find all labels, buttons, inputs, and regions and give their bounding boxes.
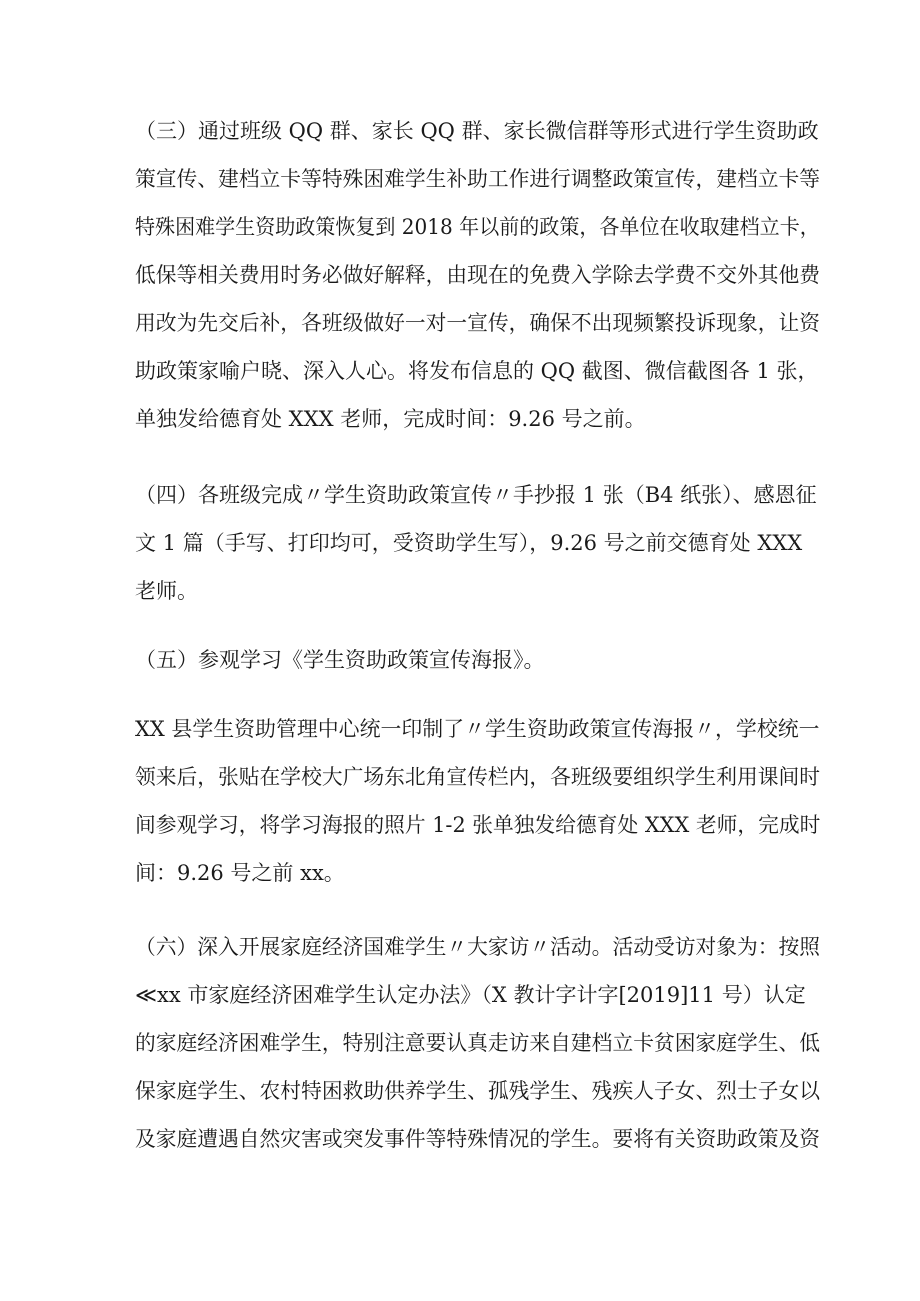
section-4-line-3: 老师。 <box>135 579 198 603</box>
section-5-heading: （五）参观学习《学生资助政策宣传海报》。 <box>135 648 545 672</box>
section-6-line-3: 的家庭经济困难学生，特别注意要认真走访来自建档立卡贫困家庭学生、低 <box>135 1031 821 1055</box>
section-6-line-2: ≪xx 市家庭经济困难学生认定办法》（X 教计字计字[2019]11 号）认定 <box>135 983 806 1007</box>
section-6-line-1: （六）深入开展家庭经济国难学生〃大家访〃活动。活动受访对象为：按照 <box>135 935 821 959</box>
section-6-line-5: 及家庭遭遇自然灾害或突发事件等特殊情况的学生。要将有关资助政策及资 <box>135 1127 821 1151</box>
section-5-body-line-3: 间参观学习，将学习海报的照片 1-2 张单独发给德育处 XXX 老师，完成时 <box>135 813 821 837</box>
section-4-line-1: （四）各班级完成〃学生资助政策宣传〃手抄报 1 张（B4 纸张）、感恩征 <box>135 483 817 507</box>
section-3-line-3: 特殊困难学生资助政策恢复到 2018 年以前的政策，各单位在收取建档立卡， <box>135 215 820 239</box>
section-3-line-4: 低保等相关费用时务必做好解释，由现在的免费入学除去学费不交外其他费 <box>135 263 821 287</box>
section-3-line-6: 助政策家喻户晓、深入人心。将发布信息的 QQ 截图、微信截图各 1 张， <box>135 359 819 383</box>
section-5-body-line-4: 间：9.26 号之前 xx。 <box>135 861 345 885</box>
section-5-body-line-1: XX 县学生资助管理中心统一印制了〃学生资助政策宣传海报〃，学校统一 <box>135 717 820 741</box>
section-6-line-4: 保家庭学生、农村特困救助供养学生、孤残学生、残疾人子女、烈士子女以 <box>135 1079 821 1103</box>
section-4-line-2: 文 1 篇（手写、打印均可，受资助学生写），9.26 号之前交德育处 XXX <box>135 531 803 555</box>
section-3-line-7: 单独发给德育处 XXX 老师，完成时间：9.26 号之前。 <box>135 407 646 431</box>
section-5-body-line-2: 领来后，张贴在学校大广场东北角宣传栏内，各班级要组织学生利用课间时 <box>135 765 821 789</box>
section-3-line-1: （三）通过班级 QQ 群、家长 QQ 群、家长微信群等形式进行学生资助政 <box>135 119 819 143</box>
section-3-line-2: 策宣传、建档立卡等特殊困难学生补助工作进行调整政策宣传，建档立卡等 <box>135 167 821 191</box>
section-3-line-5: 用改为先交后补，各班级做好一对一宣传，确保不出现频繁投诉现象，让资 <box>135 311 821 335</box>
